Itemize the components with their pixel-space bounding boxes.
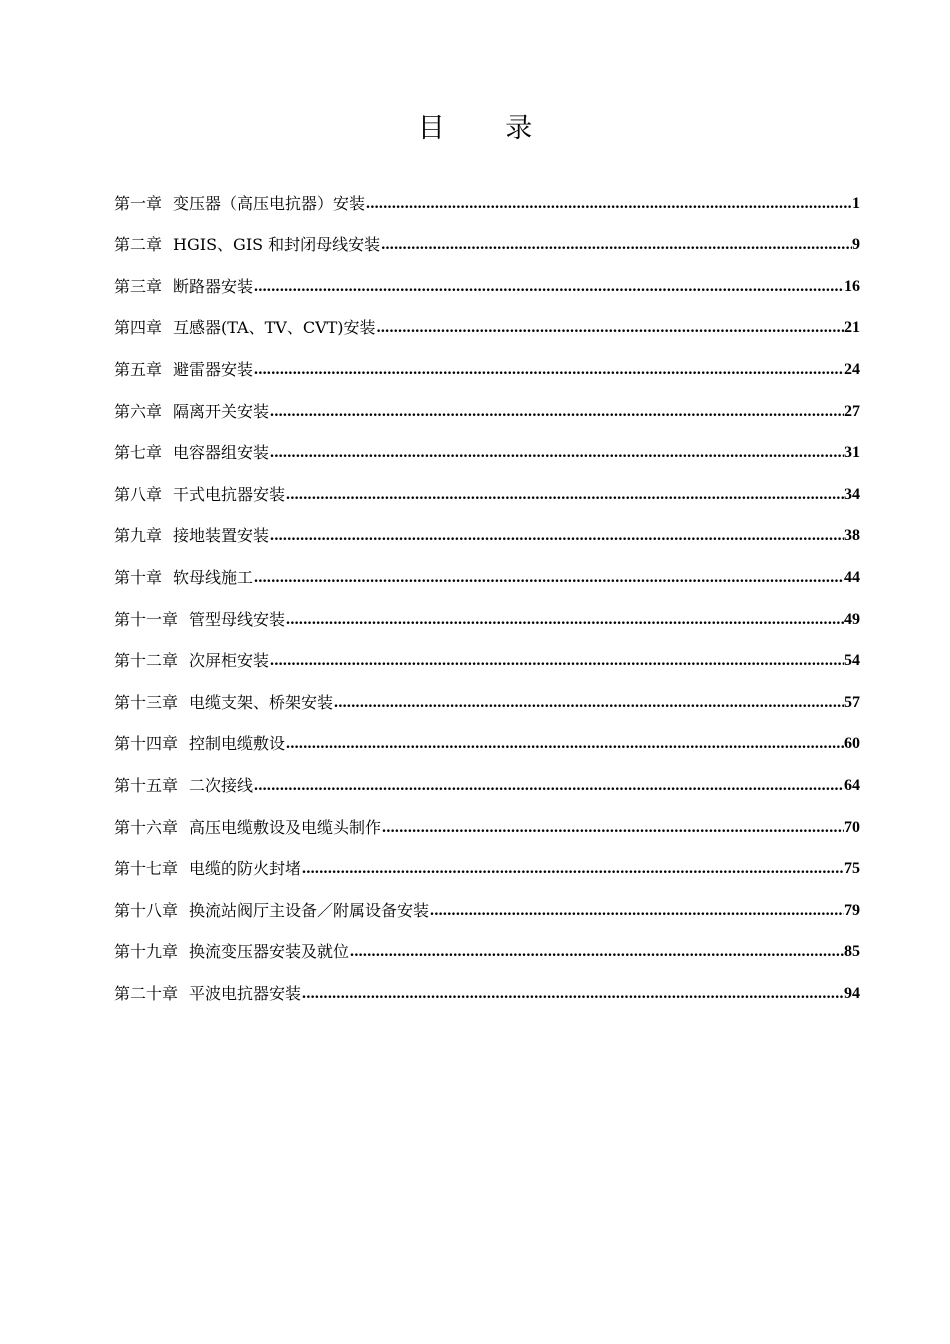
chapter-label: 第十三章 [114,692,179,712]
chapter-label: 第十七章 [114,859,179,879]
chapter-label: 第四章 [114,318,163,338]
chapter-label: 第十二章 [114,651,179,671]
chapter-label: 第七章 [114,443,163,463]
toc-entry[interactable] [114,176,860,218]
chapter-label: 第三章 [114,276,163,296]
dot-leader [270,522,844,550]
chapter-label: 第十章 [114,567,163,587]
dot-leader [302,855,844,883]
chapter-title: 换流变压器安装及就位 [189,942,350,962]
chapter-title: 软母线施工 [173,567,254,587]
dot-leader [381,231,852,259]
chapter-label: 第二章 [114,235,163,255]
dot-leader [382,814,844,842]
page-number: 94 [844,984,860,1002]
chapter-label: 第十六章 [114,817,179,837]
page-number: 9 [852,236,860,254]
chapter-title: 电缆的防火封堵 [189,859,302,879]
dot-leader [270,647,844,675]
chapter-label: 第十九章 [114,942,179,962]
dot-leader [254,356,844,384]
dot-leader [350,938,844,966]
chapter-label: 第二十章 [114,983,179,1003]
toc-entry[interactable] [114,259,860,301]
chapter-title: 高压电缆敷设及电缆头制作 [189,817,382,837]
page-number: 44 [844,568,860,586]
chapter-label: 第九章 [114,526,163,546]
page-number: 57 [844,693,860,711]
page-number: 49 [844,610,860,628]
toc-entry[interactable] [114,842,860,884]
chapter-title: 断路器安装 [173,276,254,296]
chapter-label: 第五章 [114,359,163,379]
chapter-title: 控制电缆敷设 [189,734,286,754]
chapter-title: 换流站阀厅主设备／附属设备安装 [189,900,430,920]
chapter-title: 次屏柜安装 [189,651,270,671]
page-number: 85 [844,943,860,961]
page-number: 64 [844,776,860,794]
table-of-contents [114,176,860,1008]
toc-entry[interactable] [114,509,860,551]
chapter-title: 电容器组安装 [173,443,270,463]
page-number: 70 [844,818,860,836]
dot-leader [286,606,844,634]
toc-entry[interactable] [114,467,860,509]
dot-leader [270,398,844,426]
page-number: 79 [844,901,860,919]
chapter-title: 避雷器安装 [173,359,254,379]
chapter-label: 第十一章 [114,609,179,629]
dot-leader [254,564,844,592]
page-number: 1 [852,194,860,212]
page-number: 21 [844,319,860,337]
chapter-title: 平波电抗器安装 [189,983,302,1003]
toc-entry[interactable] [114,426,860,468]
page-number: 75 [844,860,860,878]
toc-entry[interactable] [114,634,860,676]
toc-entry[interactable] [114,384,860,426]
dot-leader [254,772,844,800]
toc-entry[interactable] [114,592,860,634]
chapter-title: 管型母线安装 [189,609,286,629]
toc-entry[interactable] [114,218,860,260]
chapter-title: 互感器(TA、TV、CVT)安装 [173,318,376,338]
dot-leader [366,190,852,218]
toc-entry[interactable] [114,717,860,759]
chapter-title: 干式电抗器安装 [173,484,286,504]
toc-entry[interactable] [114,675,860,717]
chapter-title: 接地装置安装 [173,526,270,546]
chapter-title: 变压器（高压电抗器）安装 [173,193,366,213]
chapter-label: 第十八章 [114,900,179,920]
page-number: 34 [844,485,860,503]
page-number: 16 [844,277,860,295]
chapter-label: 第一章 [114,193,163,213]
toc-entry[interactable] [114,550,860,592]
toc-entry[interactable] [114,342,860,384]
dot-leader [430,897,844,925]
chapter-title: HGIS、GIS 和封闭母线安装 [173,235,381,255]
dot-leader [302,980,844,1008]
dot-leader [334,689,844,717]
page-number: 24 [844,360,860,378]
toc-entry[interactable] [114,800,860,842]
page-number: 60 [844,735,860,753]
chapter-title: 隔离开关安装 [173,401,270,421]
page-number: 38 [844,527,860,545]
page-number: 54 [844,652,860,670]
dot-leader [270,439,844,467]
toc-entry[interactable] [114,966,860,1008]
dot-leader [377,314,844,342]
toc-entry[interactable] [114,883,860,925]
dot-leader [286,481,844,509]
page-number: 27 [844,402,860,420]
page-title: 目 录 [417,113,559,144]
toc-entry[interactable] [114,925,860,967]
dot-leader [254,273,844,301]
page-number: 31 [844,444,860,462]
dot-leader [286,730,844,758]
chapter-label: 第十四章 [114,734,179,754]
chapter-title: 二次接线 [189,775,254,795]
toc-entry[interactable] [114,301,860,343]
chapter-title: 电缆支架、桥架安装 [189,692,334,712]
chapter-label: 第十五章 [114,775,179,795]
toc-entry[interactable] [114,758,860,800]
chapter-label: 第八章 [114,484,163,504]
chapter-label: 第六章 [114,401,163,421]
